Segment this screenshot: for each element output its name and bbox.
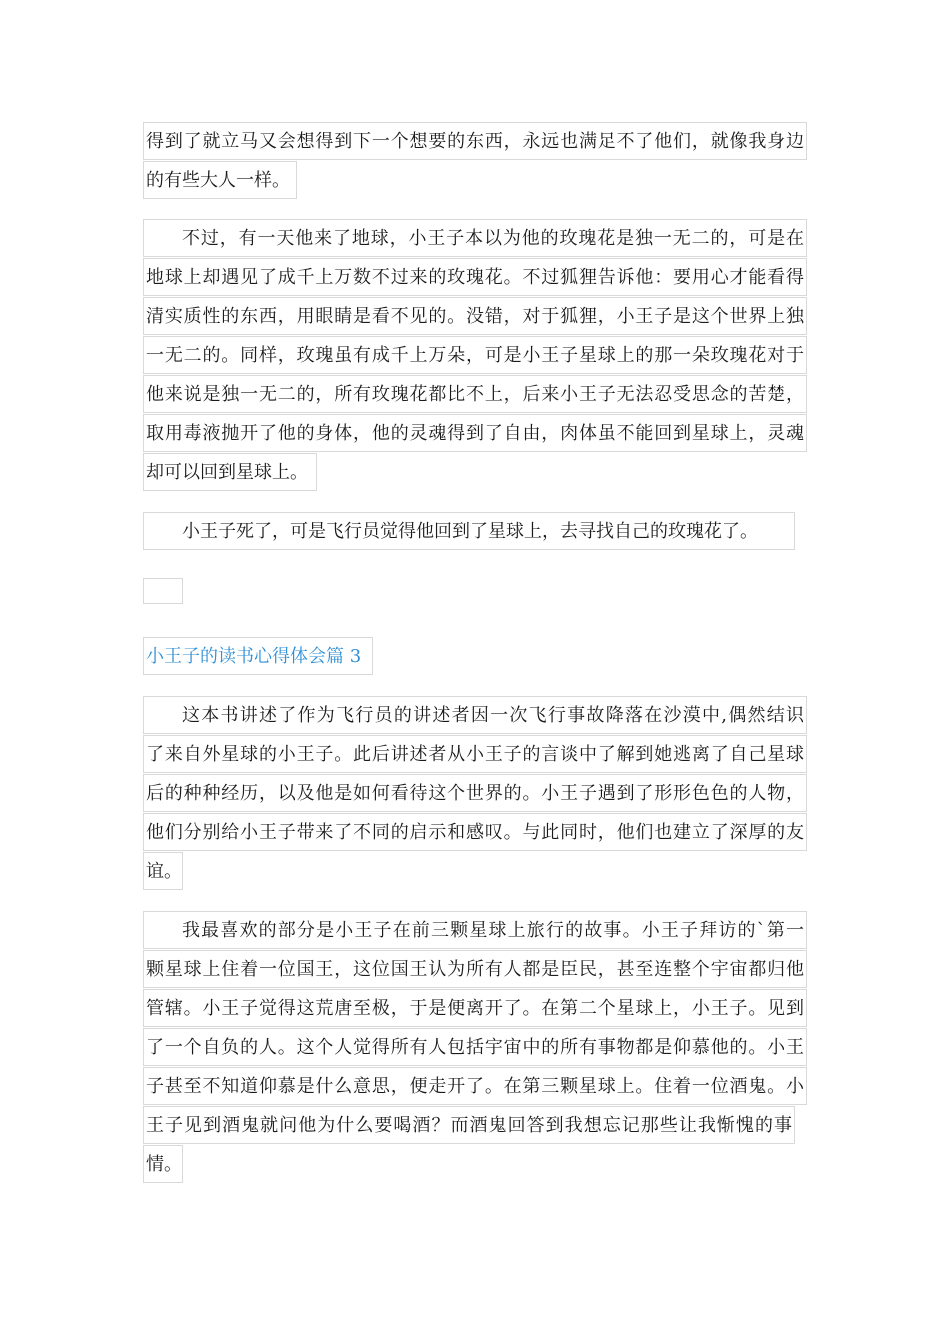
text-line: 清实质性的东西，用眼睛是看不见的。没错，对于狐狸，小王子是这个世界上独 (143, 297, 807, 335)
text-line: 他们分别给小王子带来了不同的启示和感叹。与此同时，他们也建立了深厚的友 (143, 813, 807, 851)
text-line: 子甚至不知道仰慕是什么意思，便走开了。在第三颗星球上。住着一位酒鬼。小 (143, 1067, 807, 1105)
text-line: 这本书讲述了作为飞行员的讲述者因一次飞行事故降落在沙漠中,偶然结识 (143, 696, 807, 734)
text-line: 了来自外星球的小王子。此后讲述者从小王子的言谈中了解到她逃离了自己星球 (143, 735, 807, 773)
text-line: 不过，有一天他来了地球，小王子本以为他的玫瑰花是独一无二的，可是在 (143, 219, 807, 257)
text-line: 他来说是独一无二的，所有玫瑰花都比不上，后来小王子无法忍受思念的苦楚， (143, 375, 807, 413)
text-line: 取用毒液抛开了他的身体，他的灵魂得到了自由，肉体虽不能回到星球上，灵魂 (143, 414, 807, 452)
text-line: 小王子死了，可是飞行员觉得他回到了星球上，去寻找自己的玫瑰花了。 (143, 512, 795, 550)
text-line: 得到了就立马又会想得到下一个想要的东西，永远也满足不了他们，就像我身边 (143, 122, 807, 160)
text-line: 了一个自负的人。这个人觉得所有人包括宇宙中的所有事物都是仰慕他的。小王 (143, 1028, 807, 1066)
text-line: 地球上却遇见了成千上万数不过来的玫瑰花。不过狐狸告诉他：要用心才能看得 (143, 258, 807, 296)
text-line: 王子见到酒鬼就问他为什么要喝酒？而酒鬼回答到我想忘记那些让我惭愧的事 (143, 1106, 795, 1144)
text-line: 情。 (143, 1145, 183, 1183)
text-line: 管辖。小王子觉得这荒唐至极，于是便离开了。在第二个星球上，小王子。见到 (143, 989, 807, 1027)
text-line: 却可以回到星球上。 (143, 453, 317, 491)
text-line: 一无二的。同样，玫瑰虽有成千上万朵，可是小王子星球上的那一朵玫瑰花对于 (143, 336, 807, 374)
text-line: 后的种种经历，以及他是如何看待这个世界的。小王子遇到了形形色色的人物， (143, 774, 807, 812)
text-line: 的有些大人一样。 (143, 161, 297, 199)
empty-paragraph (143, 578, 183, 604)
text-line: 我最喜欢的部分是小王子在前三颗星球上旅行的故事。小王子拜访的`第一 (143, 911, 807, 949)
section-heading: 小王子的读书心得体会篇 3 (143, 637, 373, 675)
text-line: 颗星球上住着一位国王，这位国王认为所有人都是臣民，甚至连整个宇宙都归他 (143, 950, 807, 988)
text-line: 谊。 (143, 852, 183, 890)
